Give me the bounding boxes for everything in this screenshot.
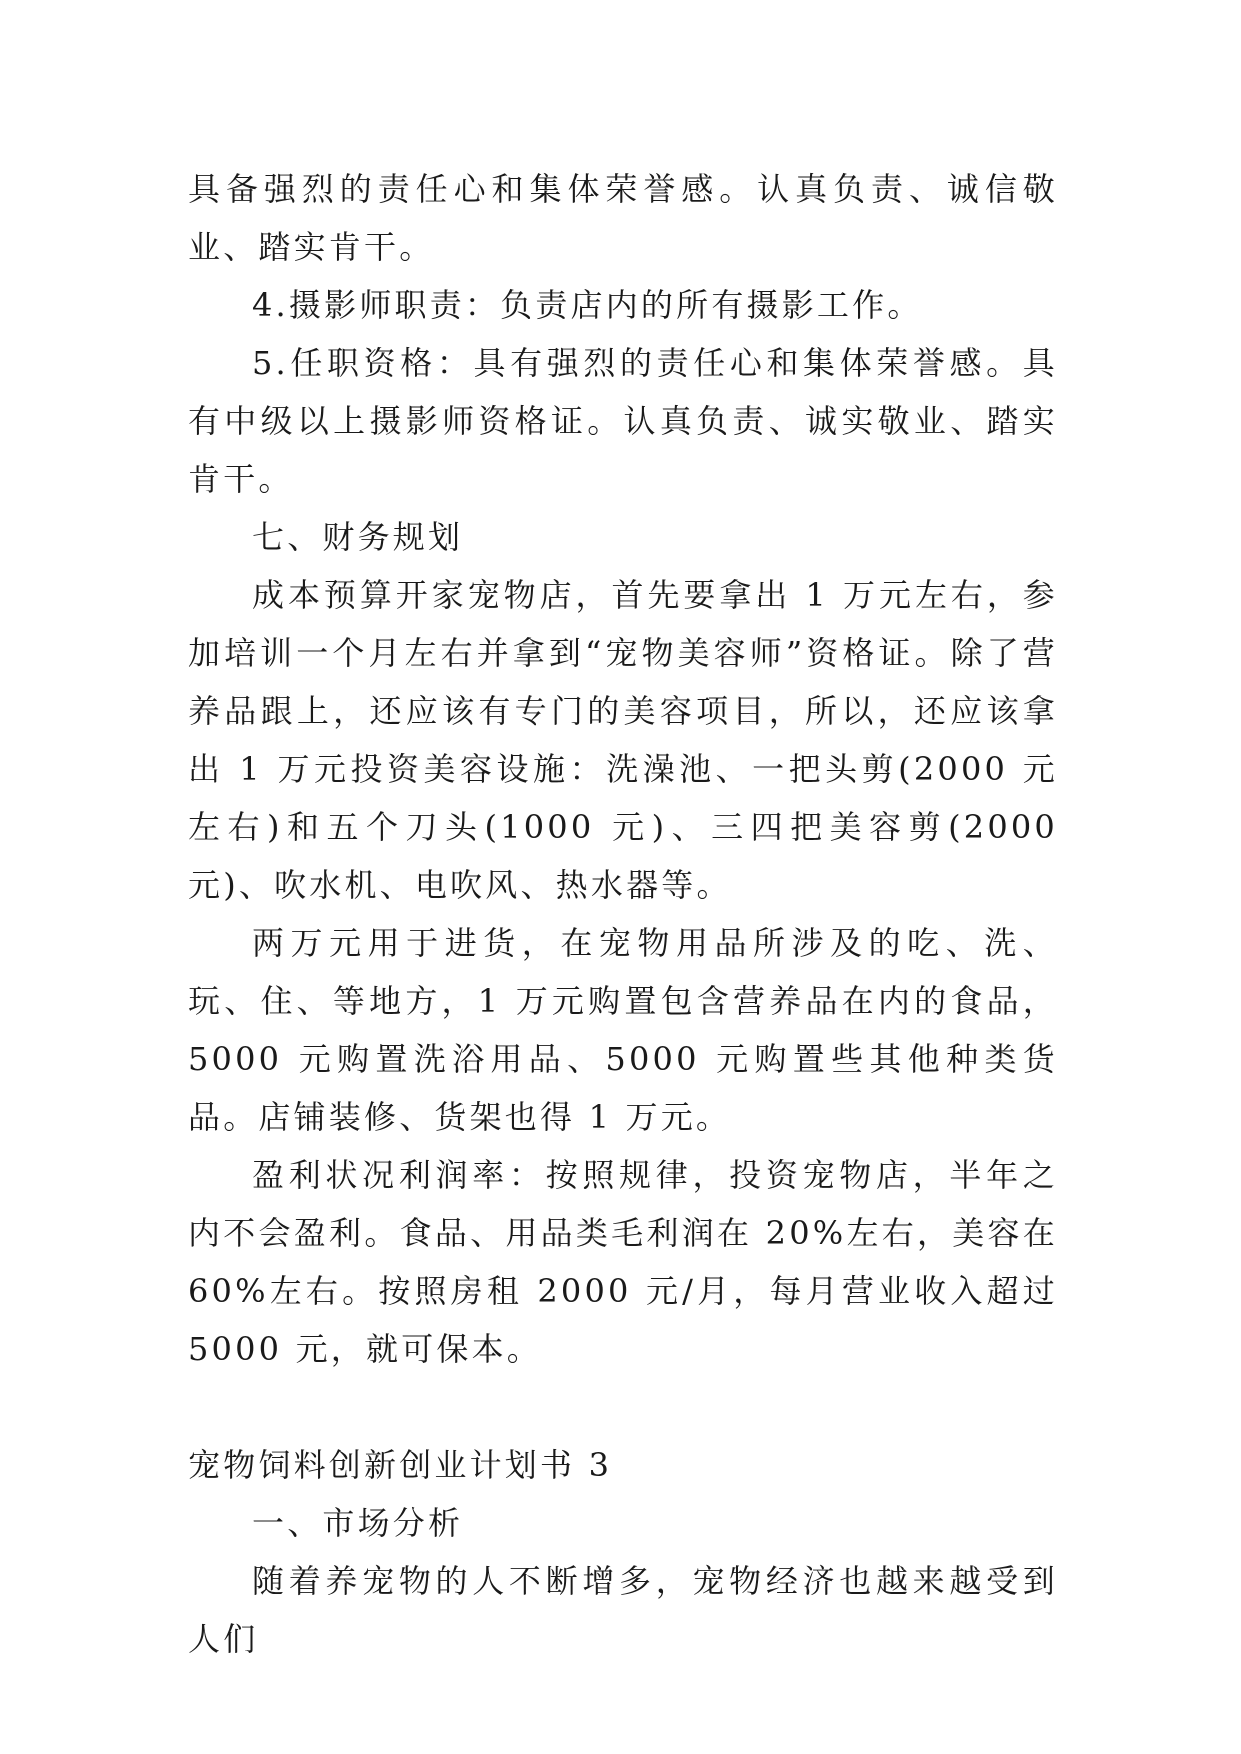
paragraph-cost-budget: 成本预算开家宠物店，首先要拿出 1 万元左右，参加培训一个月左右并拿到“宠物美容师”资格证。除了营养品跟上，还应该有专门的美容项目，所以，还应该拿出 1 万元投资美容设施：洗澡池、一把头剪(2000 元左右)和五个刀头(1000 元)、三四把美容剪(2000 元)、吹水机、电吹风、热水器等。 — [188, 576, 1058, 904]
paragraph-profit: 盈利状况利润率：按照规律，投资宠物店，半年之内不会盈利。食品、用品类毛利润在 20%左右，美容在 60%左右。按照房租 2000 元/月，每月营业收入超过 5000 元，就可保本。 — [188, 1156, 1058, 1368]
paragraph-photographer-duties: 4.摄影师职责：负责店内的所有摄影工作。 — [252, 286, 923, 324]
section-heading-finance: 七、财务规划 — [252, 518, 464, 556]
document-body — [188, 160, 1058, 1668]
paragraph-purchasing: 两万元用于进货，在宠物用品所涉及的吃、洗、玩、住、等地方，1 万元购置包含营养品在内的食品，5000 元购置洗浴用品、5000 元购置些其他种类货品。店铺装修、货架也得 1 万元。 — [188, 924, 1058, 1136]
section-heading-market: 一、市场分析 — [252, 1504, 464, 1542]
paragraph-market-intro: 随着养宠物的人不断增多，宠物经济也越来越受到人们 — [188, 1562, 1058, 1658]
paragraph-qualifications: 5.任职资格：具有强烈的责任心和集体荣誉感。具有中级以上摄影师资格证。认真负责、诚实敬业、踏实肯干。 — [188, 344, 1058, 498]
paragraph-continued: 具备强烈的责任心和集体荣誉感。认真负责、诚信敬业、踏实肯干。 — [188, 170, 1058, 266]
document-title: 宠物饲料创新创业计划书 3 — [188, 1446, 613, 1484]
